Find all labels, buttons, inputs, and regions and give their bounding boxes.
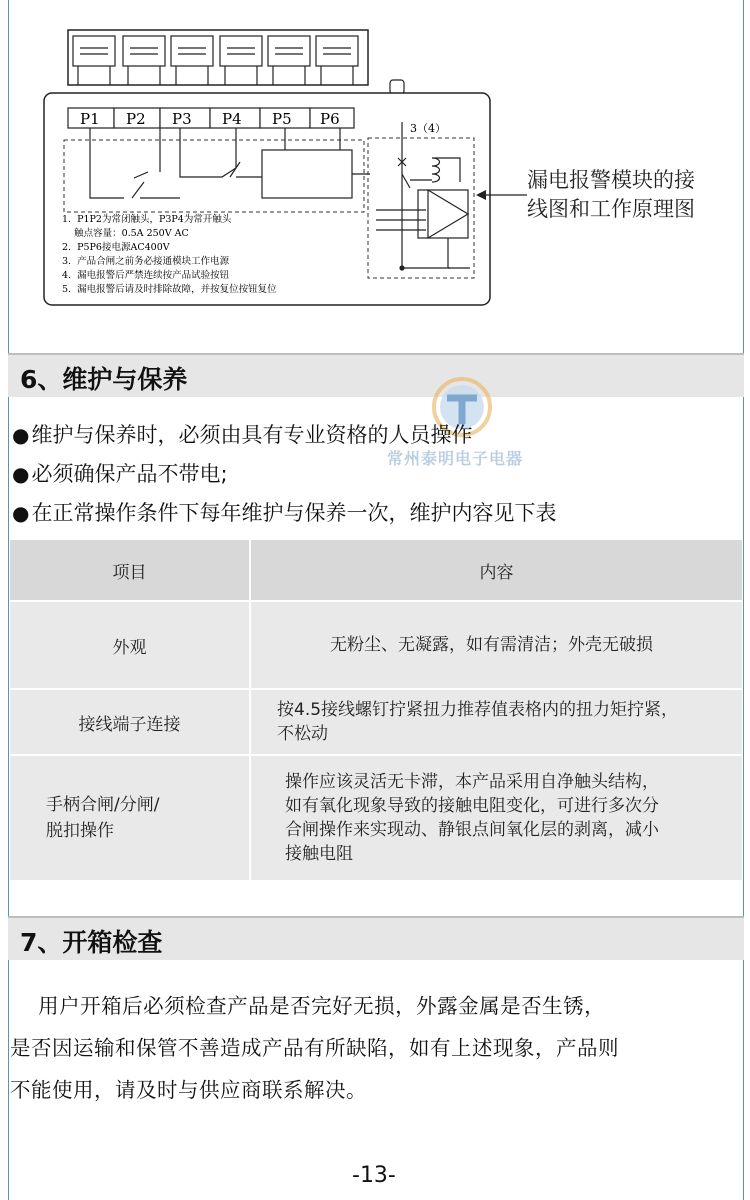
bullet-1-text: 维护与保养时，必须由具有专业资格的人员操作 [31, 423, 473, 447]
table-cell-line: 不松动 [277, 724, 328, 744]
diagram-note-5: 5. 漏电报警后请及时排除故障，并按复位按钮复位 [62, 284, 277, 295]
terminal-label-p5: P5 [272, 110, 292, 128]
wiring-diagram [40, 22, 530, 312]
paragraph-line: 是否因运输和保管不善造成产品有所缺陷，如有上述现象，产品则 [10, 1036, 619, 1060]
bullet-3-text: 在正常操作条件下每年维护与保养一次，维护内容见下表 [31, 501, 557, 525]
terminal-label-p4: P4 [222, 110, 242, 128]
bullet-3 [12, 497, 556, 527]
table-cell-item [10, 756, 249, 880]
module-caption-line-1: 漏电报警模块的接 [527, 168, 695, 192]
table-row [10, 756, 742, 880]
bullet-1 [12, 419, 472, 449]
bullet-dot-icon: ● [12, 423, 30, 447]
section-7-paragraph [10, 985, 740, 1111]
section-6-title: 6、维护与保养 [20, 365, 188, 394]
module-caption [527, 166, 737, 224]
bullet-dot-icon: ● [12, 501, 30, 525]
table-cell-item: 外观 [10, 602, 249, 688]
terminal-label-p6: P6 [320, 110, 340, 128]
paragraph-line: 不能使用，请及时与供应商联系解决。 [10, 1078, 367, 1102]
table-header-item: 项目 [10, 540, 249, 600]
diagram-note-2: 2. P5P6接电源AC400V [62, 242, 170, 253]
table-cell-line: 手柄合闸/分闸/ [46, 795, 160, 815]
contact-label: 3（4） [410, 122, 446, 135]
table-cell-item: 接线端子连接 [10, 690, 249, 754]
terminal-label-p3: P3 [172, 110, 192, 128]
diagram-note-1b: 触点容量：0.5A 250V AC [62, 228, 189, 239]
table-row [10, 602, 742, 688]
paragraph-line: 用户开箱后必须检查产品是否完好无损，外露金属是否生锈， [10, 994, 606, 1018]
table-cell-line: 接触电阻 [285, 844, 353, 864]
diagram-note-4: 4. 漏电报警后严禁连续按产品试验按钮 [62, 270, 230, 281]
section-7-header [8, 916, 744, 960]
bullet-dot-icon: ● [12, 462, 30, 486]
section-6-header [8, 353, 744, 397]
table-cell-line: 脱扣操作 [46, 821, 114, 841]
terminal-label-p2: P2 [126, 110, 146, 128]
diagram-note-3: 3. 产品合闸之前务必接通模块工作电源 [62, 256, 230, 267]
table-cell-line: 操作应该灵活无卡滞，本产品采用自净触头结构， [285, 772, 659, 792]
table-row [10, 690, 742, 754]
table-cell-content [251, 756, 742, 880]
table-cell-line: 如有氧化现象导致的接触电阻变化，可进行多次分 [285, 796, 659, 816]
bullet-2-text: 必须确保产品不带电; [31, 462, 228, 486]
terminal-label-p1: P1 [80, 110, 100, 128]
bullet-2 [12, 458, 228, 488]
watermark-text: 常州泰明电子电器 [387, 449, 524, 468]
table-header-row [10, 540, 742, 600]
table-cell-content [251, 690, 742, 754]
table-cell-content: 无粉尘、无凝露，如有需清洁；外壳无破损 [251, 602, 742, 688]
page-number: -13- [352, 1163, 396, 1188]
table-cell-line: 合闸操作来实现动、静银点间氧化层的剥离，减小 [285, 820, 659, 840]
maintenance-table [8, 538, 744, 882]
section-7-title: 7、开箱检查 [20, 928, 163, 957]
module-caption-line-2: 线图和工作原理图 [527, 197, 695, 221]
terminal-block [68, 30, 368, 85]
diagram-note-1: 1. P1P2为常闭触头，P3P4为常开触头 [62, 214, 232, 225]
table-cell-line: 按4.5接线螺钉拧紧扭力推荐值表格内的扭力矩拧紧， [277, 700, 679, 720]
table-header-content: 内容 [251, 540, 742, 600]
